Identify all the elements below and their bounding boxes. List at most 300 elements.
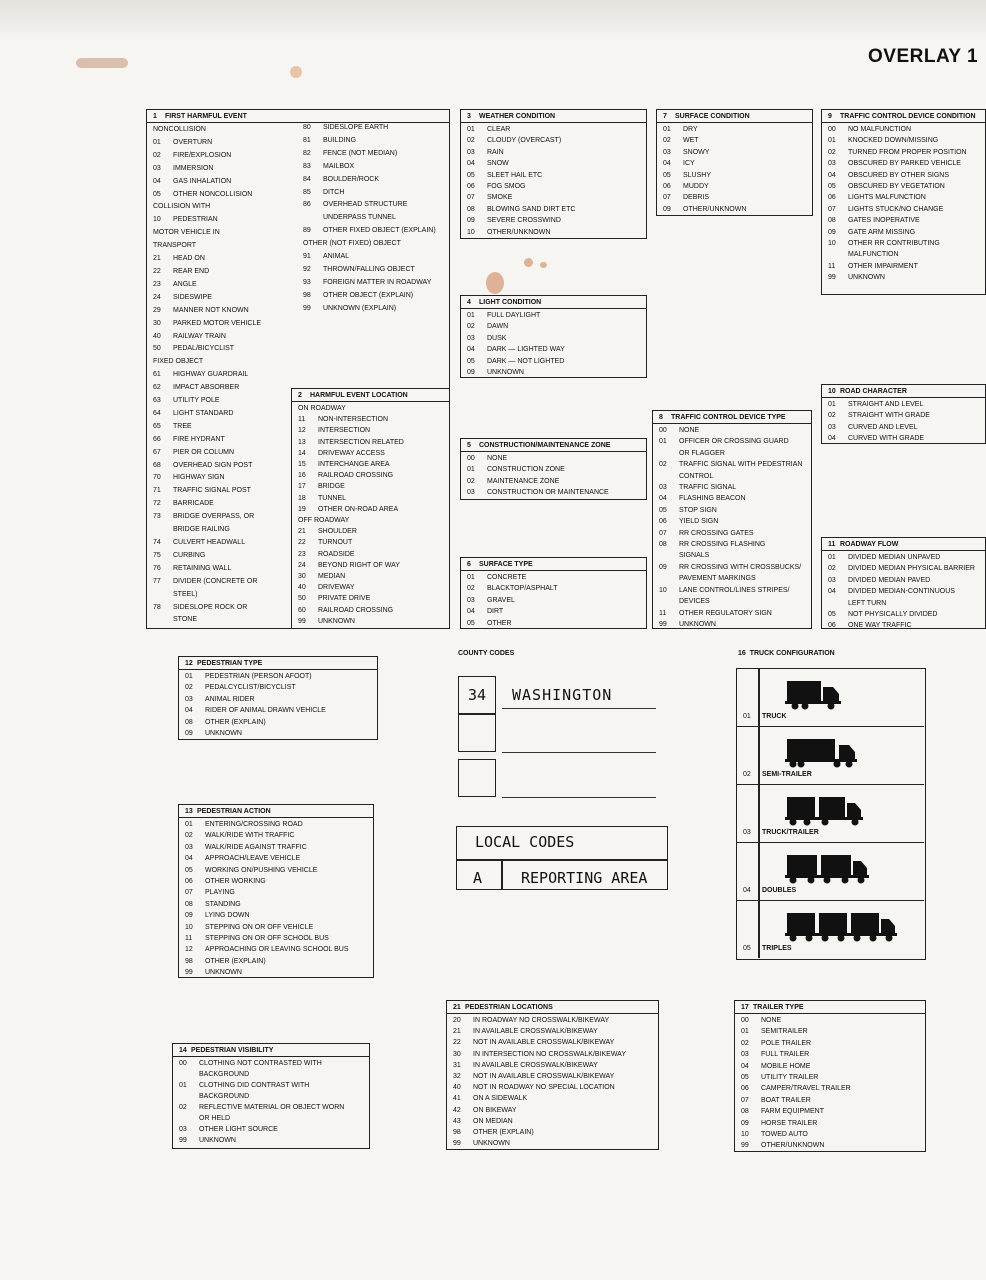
- code-description: SHOULDER: [318, 528, 357, 536]
- code-number: 05: [467, 357, 475, 365]
- code-row: [657, 147, 812, 158]
- code-number: 83: [303, 162, 311, 170]
- section-header: [173, 1044, 369, 1057]
- code-row: [461, 583, 646, 594]
- code-description: CULVERT HEADWALL: [173, 539, 246, 546]
- code-description: HIGHWAY GUARDRAIL: [173, 371, 249, 379]
- code-row: [735, 1106, 925, 1117]
- divider: [758, 843, 760, 900]
- code-row: [179, 865, 373, 876]
- code-number: 09: [467, 217, 475, 225]
- code-description: LIGHT STANDARD: [173, 409, 234, 417]
- code-number: 03: [185, 843, 193, 851]
- code-number: 14: [298, 449, 306, 457]
- code-row: [822, 181, 985, 192]
- code-description: ENTERING/CROSSING ROAD: [205, 821, 303, 828]
- code-description: SLUSHY: [683, 171, 712, 179]
- code-description: GRAVEL: [487, 596, 515, 604]
- code-number: 60: [298, 606, 306, 614]
- code-row: [297, 122, 449, 135]
- section-number: 11: [828, 541, 836, 548]
- code-description: FOREIGN MATTER IN ROADWAY: [323, 278, 432, 286]
- code-number: 06: [663, 183, 671, 191]
- section-number: 17: [741, 1004, 749, 1011]
- code-number: 43: [453, 1117, 461, 1125]
- code-row: [179, 830, 373, 841]
- code-row: [179, 922, 373, 933]
- code-number: 07: [741, 1096, 749, 1104]
- group-heading: FIXED OBJECT: [153, 358, 204, 366]
- code-description: THROWN/FALLING OBJECT: [323, 265, 415, 273]
- code-row: [297, 290, 449, 303]
- code-number: [147, 614, 173, 627]
- code-row: [147, 537, 287, 550]
- code-row: [822, 272, 985, 283]
- section-number: 4: [467, 299, 471, 306]
- code-description: MEDIAN: [318, 573, 346, 581]
- code-description: APPROACH/LEAVE VEHICLE: [205, 855, 301, 863]
- code-row: [653, 471, 811, 482]
- code-row: [735, 1118, 925, 1129]
- truck-row[interactable]: [737, 669, 924, 727]
- code-description: TOWED AUTO: [761, 1131, 808, 1139]
- section-header: [447, 1001, 658, 1014]
- code-row: [173, 1124, 369, 1135]
- code-description: NOT IN AVAILABLE CROSSWALK/BIKEWAY: [473, 1073, 615, 1081]
- code-description: DIVIDED MEDIAN PAVED: [848, 576, 931, 584]
- code-row: [735, 1095, 925, 1106]
- code-row: [147, 369, 287, 382]
- code-row: [297, 303, 449, 316]
- code-number: 02: [467, 323, 475, 331]
- code-number: 08: [659, 541, 667, 549]
- code-number: 11: [185, 935, 193, 943]
- code-row: [735, 1140, 925, 1151]
- code-row: [179, 819, 373, 830]
- code-number: 02: [828, 565, 836, 573]
- section-title: WEATHER CONDITION: [479, 113, 556, 120]
- code-row: [461, 618, 646, 629]
- code-number: 19: [298, 505, 306, 513]
- code-row: [657, 204, 812, 215]
- code-number: 21: [453, 1028, 461, 1036]
- code-number: 15: [298, 461, 306, 469]
- code-row: [147, 253, 287, 266]
- truck-row[interactable]: [737, 727, 924, 785]
- code-number: 09: [185, 912, 193, 920]
- code-row: [179, 728, 377, 739]
- code-description: NON-INTERSECTION: [318, 416, 388, 424]
- code-description: POLE TRAILER: [761, 1039, 812, 1047]
- code-number: 29: [153, 306, 161, 314]
- code-row: [297, 199, 449, 212]
- code-number: 98: [303, 291, 311, 299]
- code-number: 77: [153, 577, 161, 585]
- code-description: MANNER NOT KNOWN: [173, 306, 249, 314]
- code-number: 84: [303, 175, 311, 183]
- code-row: [147, 576, 287, 589]
- section-header: [822, 110, 985, 123]
- code-row: [147, 305, 287, 318]
- code-description: OBSCURED BY VEGETATION: [848, 183, 945, 191]
- code-number: 31: [453, 1061, 461, 1069]
- section-title: LIGHT CONDITION: [479, 299, 542, 306]
- code-row: [179, 933, 373, 944]
- code-row: [447, 1093, 658, 1104]
- code-number: 30: [453, 1050, 461, 1058]
- code-row: [147, 331, 287, 344]
- code-description: WET: [683, 137, 699, 145]
- code-description: DIVIDED MEDIAN PHYSICAL BARRIER: [848, 565, 975, 573]
- section-number: 3: [467, 113, 471, 120]
- code-description: UTILITY POLE: [173, 397, 220, 405]
- code-number: 01: [153, 138, 161, 146]
- code-list: [735, 1014, 925, 1152]
- divider: [758, 727, 760, 784]
- code-row: [147, 485, 287, 498]
- overlay-title: OVERLAY 1: [868, 46, 979, 67]
- code-number: 01: [741, 1028, 749, 1036]
- code-number: 02: [467, 137, 475, 145]
- code-number: [147, 524, 173, 537]
- code-number: 05: [828, 183, 836, 191]
- pedestrian-visibility-box: [172, 1043, 370, 1149]
- code-number: 01: [663, 126, 671, 133]
- code-number: 11: [828, 262, 836, 270]
- code-row: [657, 181, 812, 192]
- code-row: [447, 1127, 658, 1138]
- code-description: PEDAL/BICYCLIST: [173, 345, 235, 353]
- code-row: [735, 1129, 925, 1140]
- code-description: UNKNOWN: [199, 1137, 236, 1144]
- code-number: 01: [185, 673, 193, 680]
- code-number: 01: [828, 554, 836, 561]
- code-number: 06: [741, 1085, 749, 1093]
- code-description: NOT PHYSICALLY DIVIDED: [848, 611, 938, 619]
- code-number: 62: [153, 384, 161, 392]
- code-description: NOT IN ROADWAY NO SPECIAL LOCATION: [473, 1084, 615, 1092]
- code-description: RR CROSSING FLASHING: [679, 541, 766, 549]
- code-row: [179, 956, 373, 967]
- code-number: 00: [659, 427, 667, 434]
- county-code-box[interactable]: [458, 714, 496, 752]
- code-number: 05: [741, 1074, 749, 1082]
- code-row: [735, 1072, 925, 1083]
- code-row: [461, 192, 646, 203]
- code-row: [292, 481, 449, 492]
- code-description: NO MALFUNCTION: [848, 126, 911, 133]
- code-row: [822, 410, 985, 421]
- code-row: [147, 602, 287, 615]
- truck-code: 04: [743, 887, 751, 894]
- code-description: OTHER/UNKNOWN: [487, 228, 551, 236]
- section-title: TRAILER TYPE: [753, 1004, 804, 1011]
- code-description: TURNED FROM PROPER POSITION: [848, 148, 967, 156]
- code-number: 24: [153, 293, 161, 301]
- section-number: 10: [828, 388, 836, 395]
- code-row: [147, 472, 287, 485]
- reporting-area: REPORTING AREA: [521, 869, 648, 887]
- section-header: [657, 110, 812, 123]
- code-number: 05: [185, 866, 193, 874]
- code-description: MOBILE HOME: [761, 1062, 811, 1070]
- truck-code: 05: [743, 945, 751, 952]
- code-number: 03: [467, 596, 475, 604]
- code-row: [653, 619, 811, 630]
- code-number: 03: [185, 695, 193, 703]
- code-number: [147, 589, 173, 602]
- code-row: [447, 1105, 658, 1116]
- truck-row[interactable]: [737, 843, 924, 901]
- code-row: [653, 436, 811, 447]
- code-description: TUNNEL: [318, 494, 347, 502]
- code-row: [297, 251, 449, 264]
- code-description: PLAYING: [205, 889, 235, 897]
- code-row: [297, 148, 449, 161]
- code-row: [822, 620, 985, 631]
- code-number: [173, 1091, 199, 1102]
- code-number: 02: [185, 832, 193, 840]
- code-number: 70: [153, 474, 161, 482]
- roadway-flow-box: [821, 537, 986, 629]
- code-description: RIDER OF ANIMAL DRAWN VEHICLE: [205, 707, 326, 715]
- code-row: [461, 170, 646, 181]
- code-list: [822, 123, 985, 284]
- code-number: 04: [153, 177, 161, 185]
- section-number: 5: [467, 442, 471, 449]
- code-description: PEDALCYCLIST/BICYCLIST: [205, 684, 296, 692]
- code-number: 04: [185, 855, 193, 863]
- code-description: MUDDY: [683, 183, 709, 191]
- code-number: 22: [453, 1039, 461, 1047]
- code-row: [653, 539, 811, 550]
- code-list: [461, 452, 646, 499]
- code-number: 80: [303, 124, 311, 131]
- code-row: [653, 493, 811, 504]
- section-header: [179, 657, 377, 670]
- code-description: RAIN: [487, 148, 504, 156]
- code-row: [657, 124, 812, 135]
- truck-row[interactable]: [737, 785, 924, 843]
- code-description: NOT IN AVAILABLE CROSSWALK/BIKEWAY: [473, 1039, 615, 1047]
- code-number: 93: [303, 278, 311, 286]
- code-description: BOAT TRAILER: [761, 1096, 811, 1104]
- code-number: 99: [828, 274, 836, 282]
- section-number: 21: [453, 1004, 461, 1011]
- code-row: [822, 204, 985, 215]
- code-description: UNKNOWN: [473, 1140, 510, 1148]
- code-description: TREE: [173, 422, 192, 430]
- county-code-box[interactable]: 34: [458, 676, 496, 714]
- code-description: STOP SIGN: [679, 506, 717, 514]
- code-description: CLOTHING NOT CONTRASTED WITH: [199, 1060, 322, 1067]
- code-number: 71: [153, 487, 161, 495]
- code-number: 03: [663, 148, 671, 156]
- code-description: SMOKE: [487, 194, 513, 202]
- code-list: [292, 402, 449, 627]
- code-number: 06: [467, 183, 475, 191]
- code-description: GATES INOPERATIVE: [848, 217, 920, 225]
- code-description: SEVERE CROSSWIND: [487, 217, 561, 225]
- code-row: [461, 453, 646, 464]
- code-description: OR FLAGGER: [679, 449, 725, 457]
- code-description: RAILWAY TRAIN: [173, 332, 226, 340]
- group-heading: COLLISION WITH: [153, 203, 211, 211]
- code-number: [822, 598, 848, 609]
- traffic-control-device-condition-box: [821, 109, 986, 295]
- code-row: [179, 705, 377, 716]
- code-description: DIRT: [487, 608, 504, 616]
- code-description: BUILDING: [323, 136, 357, 144]
- code-row: [173, 1135, 369, 1146]
- code-row: [653, 482, 811, 493]
- code-row: [179, 671, 377, 682]
- code-description: UNKNOWN: [205, 969, 242, 977]
- code-number: 08: [741, 1108, 749, 1116]
- code-description: STEPPING ON OR OFF VEHICLE: [205, 923, 314, 931]
- code-description: CLEAR: [487, 126, 511, 133]
- section-header: [735, 1001, 925, 1014]
- code-description: DIVIDED MEDIAN UNPAVED: [848, 554, 941, 561]
- divider: [758, 901, 760, 958]
- code-number: 01: [828, 137, 836, 145]
- code-number: 68: [153, 461, 161, 469]
- pedestrian-action-box: [178, 804, 374, 978]
- code-number: 03: [828, 576, 836, 584]
- code-row: [653, 596, 811, 607]
- code-description: STANDING: [205, 900, 241, 908]
- code-description: CONCRETE: [487, 574, 527, 581]
- code-description: CONSTRUCTION ZONE: [487, 466, 565, 474]
- county-code-box[interactable]: [458, 759, 496, 797]
- section-number: 7: [663, 113, 667, 120]
- code-number: 99: [659, 620, 667, 628]
- code-row: [461, 158, 646, 169]
- group-heading: OFF ROADWAY: [298, 517, 350, 525]
- code-description: WALK/RIDE WITH TRAFFIC: [205, 832, 295, 840]
- code-number: 10: [467, 228, 475, 236]
- code-row: [147, 498, 287, 511]
- code-number: 08: [185, 718, 193, 726]
- code-row: [461, 227, 646, 238]
- code-description: TRAFFIC SIGNAL WITH PEDESTRIAN: [679, 461, 803, 469]
- code-row: [179, 694, 377, 705]
- surface-type-box: [460, 557, 647, 629]
- code-number: [653, 471, 679, 482]
- section-number: 16: [738, 650, 746, 657]
- code-row: [147, 614, 287, 627]
- code-description: UNDERPASS TUNNEL: [323, 214, 396, 222]
- code-description: TRAFFIC SIGNAL: [679, 484, 737, 492]
- code-row: [822, 586, 985, 597]
- code-row: [822, 135, 985, 146]
- section-number: 1: [153, 113, 157, 120]
- code-number: 09: [663, 205, 671, 213]
- code-row: [653, 608, 811, 619]
- code-description: BOULDER/ROCK: [323, 175, 380, 183]
- code-number: 08: [467, 205, 475, 213]
- code-row: [822, 227, 985, 238]
- code-description: INTERSECTION RELATED: [318, 438, 404, 446]
- truck-label: TRUCK/TRAILER: [762, 829, 819, 836]
- code-number: 09: [467, 369, 475, 377]
- section-number: 2: [298, 392, 302, 399]
- code-row: [822, 399, 985, 410]
- code-description: DEVICES: [679, 598, 710, 606]
- code-number: 00: [828, 126, 836, 133]
- code-row: [461, 310, 646, 321]
- code-number: 01: [467, 574, 475, 581]
- code-row: [461, 204, 646, 215]
- code-number: 41: [453, 1095, 461, 1103]
- code-description: PEDESTRIAN: [173, 216, 218, 224]
- code-description: OBSCURED BY PARKED VEHICLE: [848, 160, 961, 168]
- code-row: [292, 537, 449, 548]
- code-row: [292, 414, 449, 425]
- code-description: DRIVEWAY ACCESS: [318, 449, 385, 457]
- code-row: [822, 158, 985, 169]
- code-row: [147, 563, 287, 576]
- code-description: LANE CONTROL/LINES STRIPES/: [679, 586, 790, 594]
- code-number: 01: [828, 401, 836, 408]
- truck-label: TRIPLES: [762, 945, 792, 952]
- code-number: 07: [467, 194, 475, 202]
- code-row: [292, 459, 449, 470]
- code-number: 04: [467, 608, 475, 616]
- code-description: FOG SMOG: [487, 183, 526, 191]
- code-number: 04: [828, 171, 836, 179]
- code-row: [653, 562, 811, 573]
- code-description: CURVED AND LEVEL: [848, 423, 918, 431]
- section-title: TRAFFIC CONTROL DEVICE CONDITION: [840, 113, 976, 120]
- section-title: TRAFFIC CONTROL DEVICE TYPE: [671, 414, 786, 421]
- truck-label: TRUCK: [762, 713, 787, 720]
- code-number: 01: [185, 821, 193, 828]
- code-number: 02: [179, 1104, 187, 1111]
- code-list: [147, 123, 287, 627]
- code-row: [147, 292, 287, 305]
- code-number: 07: [663, 194, 671, 202]
- code-number: 40: [298, 584, 306, 592]
- code-number: 05: [467, 619, 475, 627]
- code-number: 30: [298, 573, 306, 581]
- code-row: [297, 264, 449, 277]
- code-number: 17: [298, 483, 306, 491]
- code-row: [292, 616, 449, 627]
- code-description: FULL DAYLIGHT: [487, 312, 541, 319]
- code-description: LIGHTS STUCK/NO CHANGE: [848, 205, 944, 213]
- code-number: 72: [153, 500, 161, 508]
- code-row: [822, 238, 985, 249]
- code-description: OTHER RR CONTRIBUTING: [848, 240, 940, 248]
- code-row: [147, 150, 287, 163]
- section-header: [461, 110, 646, 123]
- code-row: [822, 215, 985, 226]
- code-description: UTILITY TRAILER: [761, 1074, 819, 1082]
- code-description: CONTROL: [679, 472, 714, 480]
- code-number: 11: [298, 416, 306, 424]
- code-row: [461, 487, 646, 498]
- code-description: OTHER ON-ROAD AREA: [318, 505, 399, 513]
- section-header: [653, 411, 811, 424]
- county-name: WASHINGTON: [512, 686, 613, 704]
- code-description: SNOWY: [683, 148, 710, 156]
- code-description: OTHER LIGHT SOURCE: [199, 1126, 278, 1133]
- section-title: SURFACE TYPE: [479, 561, 533, 568]
- truck-row[interactable]: [737, 901, 924, 959]
- code-description: APPROACHING OR LEAVING SCHOOL BUS: [205, 946, 349, 954]
- code-number: 82: [303, 149, 311, 157]
